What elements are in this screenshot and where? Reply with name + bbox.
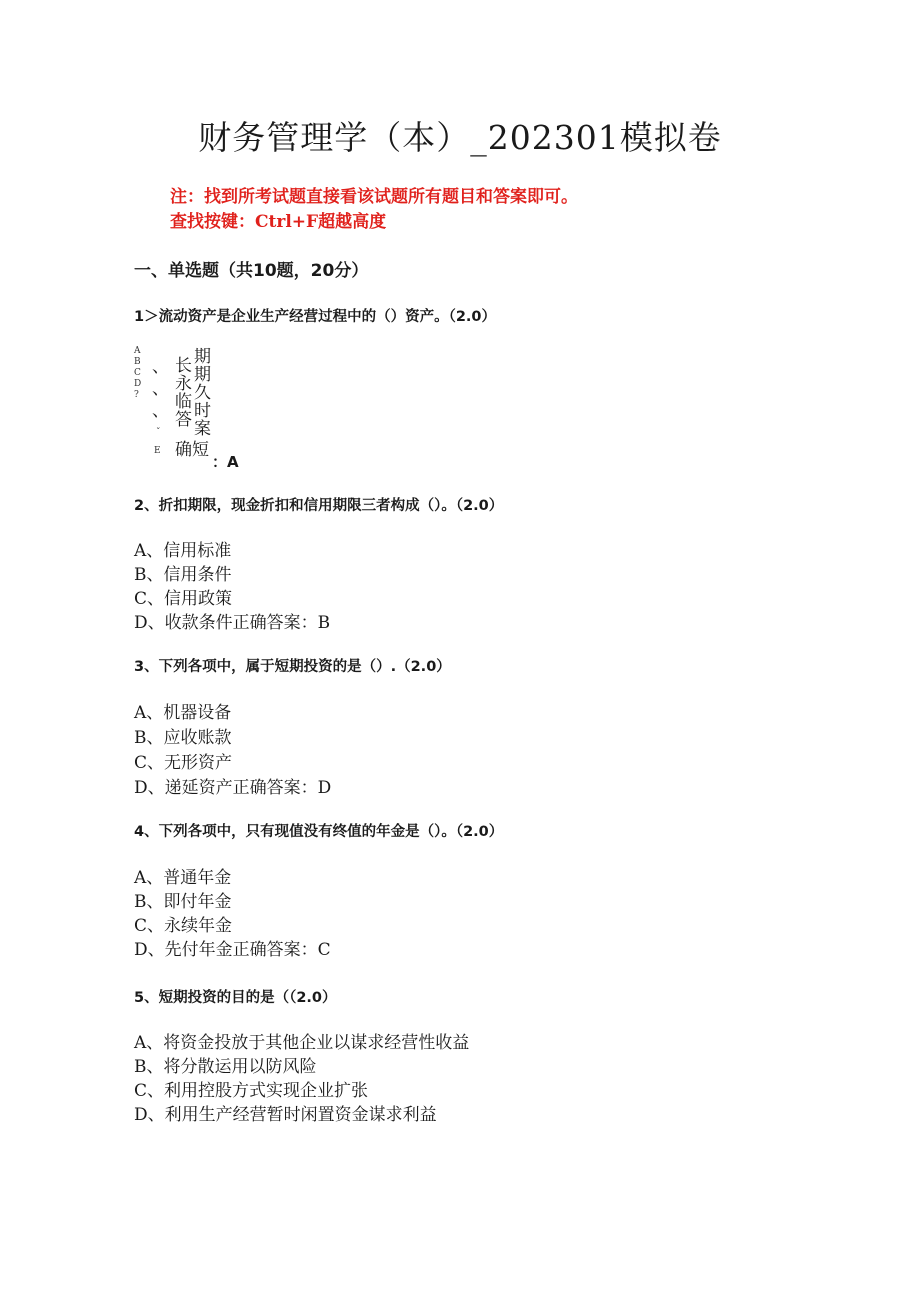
garbled-col-2: 长 永 临 答 (175, 356, 192, 430)
question-3-stem: 3、下列各项中，属于短期投资的是（）.（2.0） (134, 659, 451, 675)
notice-line-1: 注：找到所考试题直接看该试题所有题目和答案即可。 (170, 187, 578, 207)
garbled-col-3: 期 期 久 时 案 (194, 347, 211, 439)
question-3-option-a: A、机器设备 (134, 703, 232, 723)
question-5-option-b: B、将分散运用以防风险 (134, 1057, 317, 1077)
garbled-tick: ˇ (156, 428, 161, 438)
question-5-stem: 5、短期投资的目的是（（2.0） (134, 990, 337, 1006)
question-4-option-b: B、即付年金 (134, 892, 232, 912)
garbled-letters: A B C D ? (134, 346, 142, 400)
question-2-option-a: A、信用标准 (134, 541, 232, 561)
question-5-option-c: C、利用控股方式实现企业扩张 (134, 1081, 369, 1101)
garbled-bottom: 确短 (175, 440, 209, 460)
question-2-option-d: D、收款条件正确答案：B (134, 613, 331, 633)
question-5-option-a: A、将资金投放于其他企业以谋求经营性收益 (134, 1033, 470, 1053)
section-heading: 一、单选题（共10题，20分） (134, 261, 369, 281)
question-4-option-a: A、普通年金 (134, 868, 232, 888)
question-1-answer: ：A (212, 453, 239, 471)
question-4-option-d: D、先付年金正确答案：C (134, 940, 331, 960)
question-1-stem: 1＞流动资产是企业生产经营过程中的（）资产。（2.0） (134, 309, 497, 325)
notice-line-2: 查找按键：Ctrl+F超越高度 (170, 212, 387, 232)
question-4-option-c: C、永续年金 (134, 916, 233, 936)
garbled-e: E (154, 446, 161, 456)
question-2-option-b: B、信用条件 (134, 565, 232, 585)
question-3-option-d: D、递延资产正确答案：D (134, 778, 332, 798)
question-3-option-b: B、应收账款 (134, 728, 232, 748)
question-5-option-d: D、利用生产经营暂时闲置资金谋求利益 (134, 1105, 437, 1125)
document-title: 财务管理学（本）_202301模拟卷 (198, 118, 722, 157)
question-3-option-c: C、无形资产 (134, 753, 233, 773)
question-4-stem: 4、下列各项中，只有现值没有终值的年金是（）。（2.0） (134, 824, 504, 840)
question-2-option-c: C、信用政策 (134, 589, 233, 609)
garbled-col-1: 、 、 、 (152, 357, 169, 421)
question-2-stem: 2、折扣期限，现金折扣和信用期限三者构成（）。（2.0） (134, 498, 504, 514)
